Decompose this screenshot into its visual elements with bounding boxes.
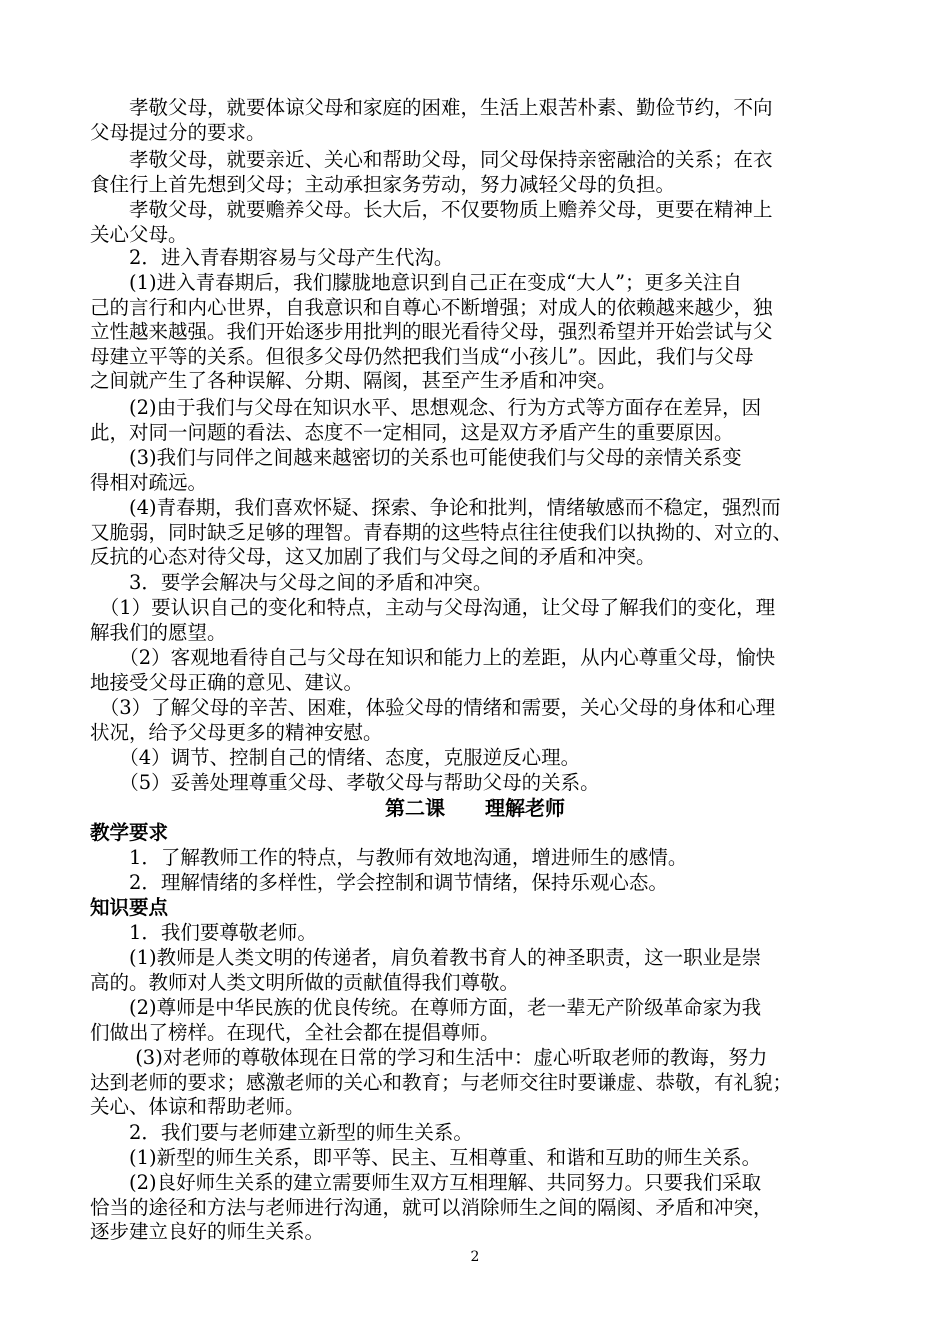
paragraph: 2．进入青春期容易与父母产生代沟。 bbox=[90, 246, 454, 269]
page-number: 2 bbox=[470, 1249, 480, 1265]
lesson-title: 第二课 理解老师 bbox=[385, 796, 565, 820]
paragraph: (1)进入青春期后，我们朦胧地意识到自己正在变成“大人”；更多关注自 己的言行和内心世界，自我意识和自尊心不断增强；对成人的依赖越来越少，独 立性越来越强。我们开始逐步用批判的眼光看待父母，强烈希望并开始尝试与父 母建立平等的关系。但很多父母仍然把我们当成“小孩儿”。因此，我们与父母 之间就产生了各种误解、分期、隔阂，甚至产生矛盾和冲突。 bbox=[90, 271, 773, 392]
paragraph: (2)尊师是中华民族的优良传统。在尊师方面，老一辈无产阶级革命家为我 们做出了榜样。在现代，全社会都在提倡尊师。 bbox=[90, 996, 762, 1044]
paragraph: (2)良好师生关系的建立需要师生双方互相理解、共同努力。只要我们采取 恰当的途径和方法与老师进行沟通，就可以消除师生之间的隔阂、矛盾和冲突， 逐步建立良好的师生关系。 bbox=[90, 1171, 773, 1243]
paragraph: 1．了解教师工作的特点，与教师有效地沟通，增进师生的感情。 bbox=[90, 846, 688, 869]
paragraph: 孝敬父母，就要亲近、关心和帮助父母，同父母保持亲密融洽的关系；在衣 食住行上首先想到父母；主动承担家务劳动，努力减轻父母的负担。 bbox=[90, 148, 773, 196]
paragraph: 1．我们要尊敬老师。 bbox=[90, 921, 317, 944]
paragraph: (1)新型的师生关系，即平等、民主、互相尊重、和谐和互助的师生关系。 bbox=[90, 1146, 762, 1169]
paragraph: 3．要学会解决与父母之间的矛盾和冲突。 bbox=[90, 571, 493, 594]
paragraph: （2）客观地看待自己与父母在知识和能力上的差距，从内心尊重父母，愉快 地接受父母正确的意见、建议。 bbox=[90, 646, 776, 694]
paragraph: 孝敬父母，就要赡养父母。长大后，不仅要物质上赡养父母，更要在精神上 关心父母。 bbox=[90, 198, 773, 246]
paragraph: (3)我们与同伴之间越来越密切的关系也可能使我们与父母的亲情关系变 得相对疏远。 bbox=[90, 446, 742, 494]
paragraph: (2)由于我们与父母在知识水平、思想观念、行为方式等方面存在差异，因 此，对同一问题的看法、态度不一定相同，这是双方矛盾产生的重要原因。 bbox=[90, 396, 762, 444]
paragraph: 孝敬父母，就要体谅父母和家庭的困难，生活上艰苦朴素、勤俭节约，不向 父母提过分的要求。 bbox=[90, 96, 773, 144]
paragraph: （4）调节、控制自己的情绪、态度，克服逆反心理。 bbox=[90, 746, 581, 769]
paragraph: 2．我们要与老师建立新型的师生关系。 bbox=[90, 1121, 473, 1144]
paragraph: (3)对老师的尊敬体现在日常的学习和生活中：虚心听取老师的教诲，努力 达到老师的要求；感激老师的关心和教育；与老师交往时要谦虚、恭敬，有礼貌； 关心、体谅和帮助老师。 bbox=[90, 1046, 793, 1118]
knowledge-heading: 知识要点 bbox=[90, 896, 169, 919]
paragraph: （5）妥善处理尊重父母、孝敬父母与帮助父母的关系。 bbox=[90, 771, 600, 794]
paragraph: 2．理解情绪的多样性，学会控制和调节情绪，保持乐观心态。 bbox=[90, 871, 668, 894]
paragraph: (4)青春期，我们喜欢怀疑、探索、争论和批判，情绪敏感而不稳定，强烈而 又脆弱，同时缺乏足够的理智。青春期的这些特点往往使我们以执拗的、对立的、 反抗的心态对待父母，这又加剧了我们与父母之间的矛盾和冲突。 bbox=[90, 496, 793, 568]
paragraph: (1)教师是人类文明的传递者，肩负着教书育人的神圣职责，这一职业是崇 高的。教师对人类文明所做的贡献值得我们尊敬。 bbox=[90, 946, 762, 994]
paragraph: （1）要认识自己的变化和特点，主动与父母沟通，让父母了解我们的变化，理 解我们的愿望。 bbox=[90, 596, 776, 644]
teaching-heading: 教学要求 bbox=[90, 821, 169, 844]
paragraph: （3）了解父母的辛苦、困难，体验父母的情绪和需要，关心父母的身体和心理 状况，给予父母更多的精神安慰。 bbox=[90, 696, 776, 744]
